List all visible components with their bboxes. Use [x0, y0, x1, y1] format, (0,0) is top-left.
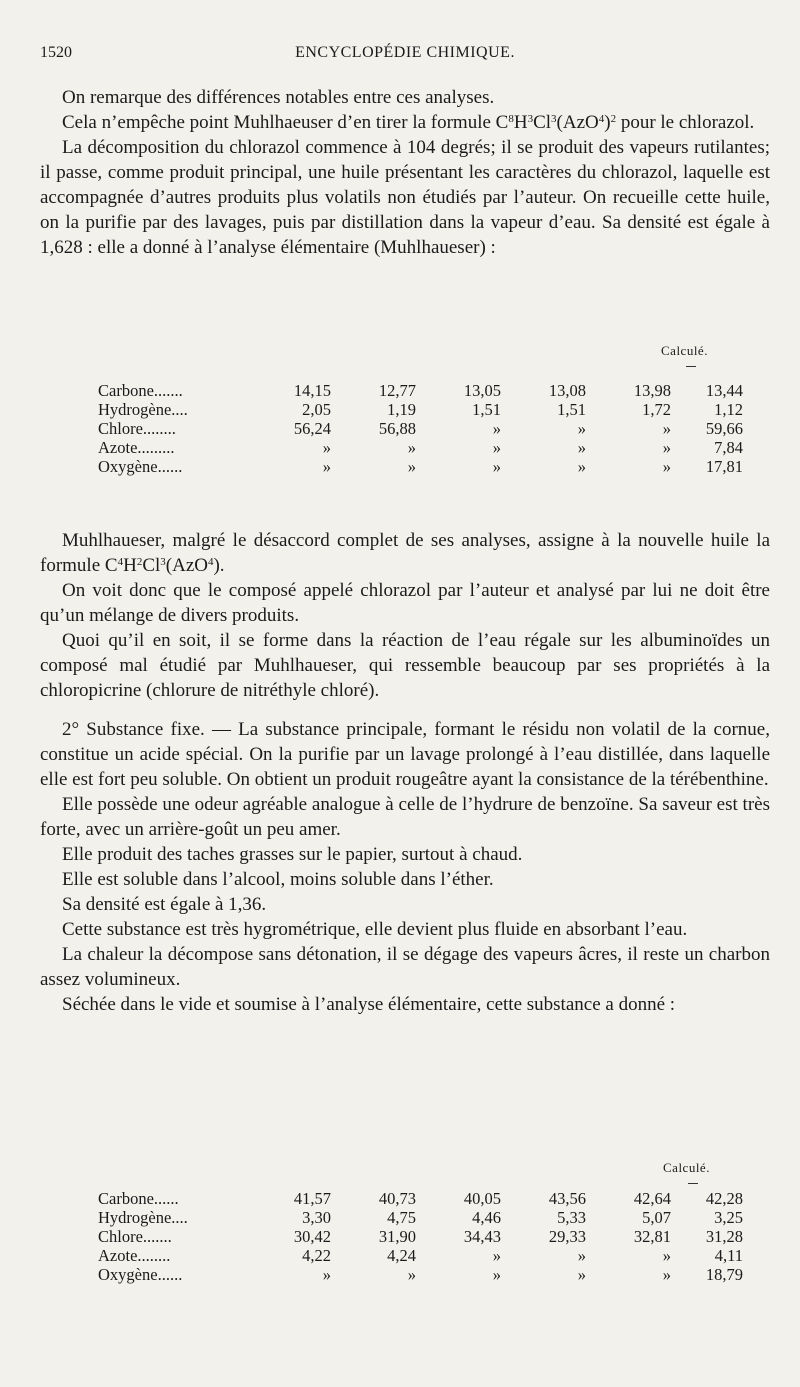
value-cell: 4,75 [387, 1208, 416, 1227]
value-cell: 14,15 [293, 381, 331, 400]
calculated-cell: 1,12 [714, 400, 743, 419]
table-row [98, 1189, 743, 1208]
paragraph: Elle possède une odeur agréable analogue à celle de l’hydrure de benzoïne. Sa saveur est très forte, avec un arrière-goût un peu amer. [40, 794, 770, 840]
value-cell: » [492, 1246, 501, 1265]
page-header [40, 44, 770, 70]
value-cell: 13,08 [548, 381, 586, 400]
value-cell: 5,07 [642, 1208, 671, 1227]
value-cell: 13,05 [463, 381, 501, 400]
value-cell: 56,24 [293, 419, 331, 438]
value-cell: 1,19 [387, 400, 416, 419]
element-label: Azote......... [98, 438, 175, 457]
value-cell: » [577, 1246, 586, 1265]
element-label: Carbone....... [98, 381, 183, 400]
value-cell: 43,56 [548, 1189, 586, 1208]
value-cell: 30,42 [293, 1227, 331, 1246]
paragraph: On remarque des différences notables entre ces analyses. [62, 87, 495, 108]
calculated-cell: 17,81 [705, 457, 743, 476]
element-label: Oxygène...... [98, 457, 183, 476]
paragraph: Cette substance est très hygrométrique, elle devient plus fluide en absorbant l’eau. [62, 919, 688, 940]
paragraph-formula: Cela n’empêche point Muhlhaeuser d’en tirer la formule $C^8H^3Cl^3(AzO^4)^2$ pour le chlorazol. [62, 112, 755, 133]
value-cell: 31,90 [378, 1227, 416, 1246]
value-cell: 12,77 [378, 381, 416, 400]
table-row [98, 1227, 743, 1246]
value-cell: » [322, 438, 331, 457]
table-row [98, 1246, 743, 1265]
divider [686, 366, 696, 367]
calculated-cell: 7,84 [714, 438, 743, 457]
value-cell: » [662, 438, 671, 457]
value-cell: » [662, 419, 671, 438]
table-row [98, 1208, 743, 1227]
value-cell: » [662, 457, 671, 476]
calculated-cell: 13,44 [705, 381, 743, 400]
element-label: Oxygène...... [98, 1265, 183, 1284]
value-cell: » [662, 1265, 671, 1284]
element-label: Carbone...... [98, 1189, 179, 1208]
value-cell: 56,88 [378, 419, 416, 438]
value-cell: 5,33 [557, 1208, 586, 1227]
calculated-cell: 3,25 [714, 1208, 743, 1227]
paragraph: Quoi qu’il en soit, il se forme dans la réaction de l’eau régale sur les albuminoïdes un composé mal étudié par Muhlhaueser, qui ressemble beaucoup par ses propriétés à la chloropicrine (chlorure de nitréthyle chloré). [40, 630, 770, 701]
paragraph: On voit donc que le composé appelé chlorazol par l’auteur et analysé par lui ne doit être qu’un mélange de divers produits. [40, 580, 770, 626]
value-cell: 1,51 [557, 400, 586, 419]
paragraph: Elle produit des taches grasses sur le papier, surtout à chaud. [62, 844, 523, 865]
value-cell: » [492, 419, 501, 438]
value-cell: 3,30 [302, 1208, 331, 1227]
table-row [98, 400, 743, 419]
value-cell: » [322, 1265, 331, 1284]
table-row [98, 419, 743, 438]
value-cell: 41,57 [293, 1189, 331, 1208]
element-label: Chlore....... [98, 1227, 172, 1246]
paragraph: La chaleur la décompose sans détonation, il se dégage des vapeurs âcres, il reste un charbon assez volumineux. [40, 944, 770, 990]
paragraph-formula: Muhlhaueser, malgré le désaccord complet de ses analyses, assigne à la nouvelle huile la formule $C^4H^2Cl^3(AzO^4)$. [40, 530, 770, 576]
table-row [98, 438, 743, 457]
value-cell: 34,43 [463, 1227, 501, 1246]
value-cell: » [492, 1265, 501, 1284]
paragraph: 2° Substance fixe. — La substance principale, formant le résidu non volatil de la cornue, constitue un acide spécial. On la purifie par un lavage prolongé à l’eau distillée, dans laquelle elle est fort peu soluble. On obtient un produit rougeâtre ayant la consistance de la térébenthine. [40, 719, 770, 790]
calculated-cell: 31,28 [705, 1227, 743, 1246]
page-number: 1520 [40, 44, 72, 61]
analysis-table-1 [98, 381, 743, 476]
paragraph: La décomposition du chlorazol commence à 104 degrés; il se produit des vapeurs rutilantes; il passe, comme produit principal, une huile présentant les caractères du chlorazol, laquelle est accompagnée d’autres produits plus volatils non étudiés par l’auteur. On recueille cette huile, on la purifie par des lavages, puis par distillation dans la vapeur d’eau. Sa densité est égale à 1,628 : elle a donné à l’analyse élémentaire (Muhlhaueser) : [40, 137, 770, 258]
calculated-cell: 42,28 [705, 1189, 743, 1208]
paragraph: Elle est soluble dans l’alcool, moins soluble dans l’éther. [62, 869, 494, 890]
table-row [98, 1265, 743, 1284]
element-label: Hydrogène.... [98, 1208, 188, 1227]
value-cell: 40,05 [463, 1189, 501, 1208]
divider [688, 1183, 698, 1184]
value-cell: » [407, 438, 416, 457]
value-cell: 29,33 [548, 1227, 586, 1246]
value-cell: » [662, 1246, 671, 1265]
text-block-2 [40, 528, 770, 1017]
value-cell: 2,05 [302, 400, 331, 419]
calculated-cell: 4,11 [714, 1246, 743, 1265]
text-block-1 [40, 85, 770, 260]
value-cell: » [577, 457, 586, 476]
value-cell: » [492, 438, 501, 457]
value-cell: 4,24 [387, 1246, 416, 1265]
value-cell: » [407, 457, 416, 476]
element-label: Hydrogène.... [98, 400, 188, 419]
value-cell: 4,46 [472, 1208, 501, 1227]
calculated-cell: 18,79 [705, 1265, 743, 1284]
value-cell: » [322, 457, 331, 476]
element-label: Chlore........ [98, 419, 176, 438]
value-cell: 32,81 [633, 1227, 671, 1246]
running-title: ENCYCLOPÉDIE CHIMIQUE. [295, 44, 515, 61]
table-row [98, 457, 743, 476]
table-row [98, 381, 743, 400]
analysis-table-2 [98, 1189, 743, 1284]
value-cell: 1,51 [472, 400, 501, 419]
paragraph: Séchée dans le vide et soumise à l’analyse élémentaire, cette substance a donné : [62, 994, 676, 1015]
value-cell: » [577, 419, 586, 438]
value-cell: » [577, 438, 586, 457]
value-cell: 42,64 [633, 1189, 671, 1208]
value-cell: 4,22 [302, 1246, 331, 1265]
paragraph: Sa densité est égale à 1,36. [62, 894, 267, 915]
calculated-cell: 59,66 [705, 419, 743, 438]
calculated-header: Calculé. [663, 1160, 710, 1175]
value-cell: 13,98 [633, 381, 671, 400]
value-cell: » [492, 457, 501, 476]
value-cell: » [407, 1265, 416, 1284]
value-cell: 1,72 [642, 400, 671, 419]
element-label: Azote........ [98, 1246, 171, 1265]
value-cell: 40,73 [378, 1189, 416, 1208]
value-cell: » [577, 1265, 586, 1284]
calculated-header: Calculé. [661, 343, 708, 358]
